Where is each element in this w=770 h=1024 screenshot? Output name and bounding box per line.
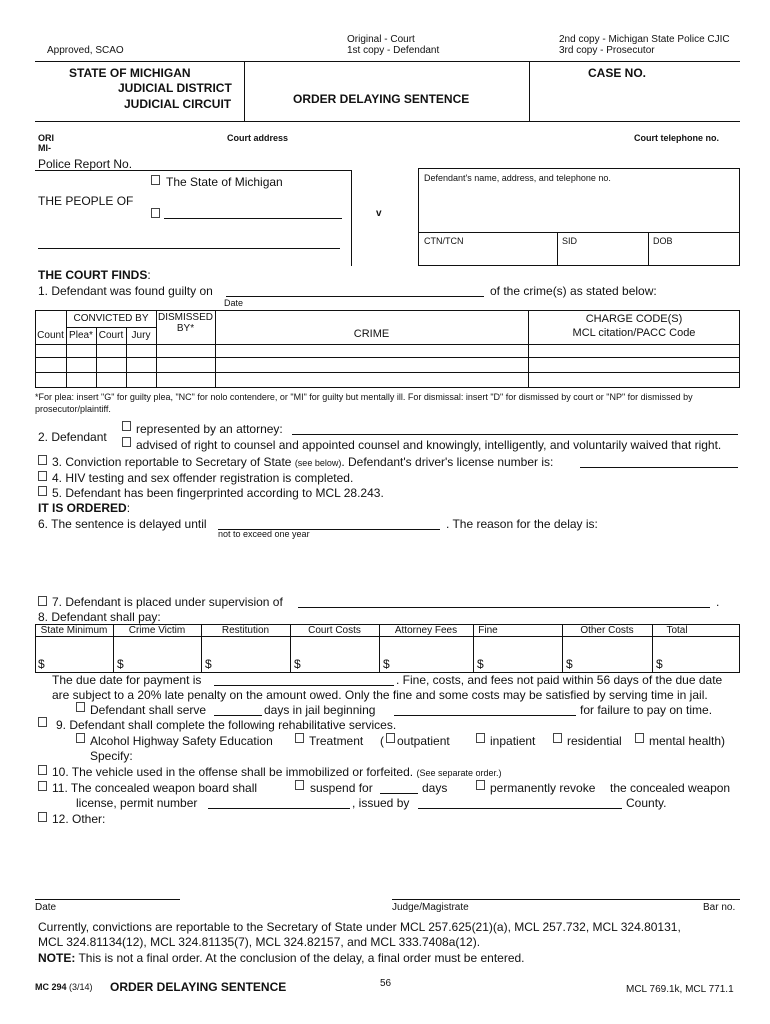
item1-text: 1. Defendant was found guilty on bbox=[38, 284, 213, 298]
item7-checkbox[interactable] bbox=[38, 596, 47, 606]
court-costs-amount[interactable]: $ bbox=[294, 657, 301, 671]
charge-codes-header: CHARGE CODE(S) bbox=[585, 313, 683, 325]
permit-number-field[interactable] bbox=[208, 794, 350, 809]
ordered-heading: IT IS ORDERED: bbox=[38, 501, 131, 515]
footnote: *For plea: insert "G" for guilty plea, "NC" for nolo contendere, or "MI" for guilty but mentally ill. For dismissal: insert "D" for dismissed by court or "NP" for dismissed by prosecutor/plaintiff. bbox=[35, 392, 693, 414]
copy-third: 3rd copy - Prosecutor bbox=[559, 45, 655, 56]
restitution-header: Restitution bbox=[221, 625, 270, 636]
reportable-line2: MCL 324.81134(12), MCL 324.81135(7), MCL 324.82157, and MCL 333.7408a(12). bbox=[38, 935, 481, 949]
plaintiff-extra-field[interactable] bbox=[38, 234, 340, 249]
form-id: MC 294 (3/14) bbox=[35, 982, 93, 992]
judge-signature-line[interactable] bbox=[392, 899, 740, 900]
count-header: Count bbox=[37, 330, 64, 341]
item7-text: 7. Defendant is placed under supervision of bbox=[52, 595, 283, 609]
footer-citation: MCL 769.1k, MCL 771.1 bbox=[626, 984, 734, 995]
plea-header: Plea* bbox=[69, 330, 93, 341]
treatment-option: Treatment bbox=[309, 734, 364, 748]
total-header: Total bbox=[666, 625, 688, 636]
mi-label: MI- bbox=[38, 143, 51, 153]
approved-by: Approved, SCAO bbox=[47, 45, 124, 56]
inpatient-checkbox[interactable] bbox=[476, 733, 485, 743]
due-date-text: The due date for payment is bbox=[52, 673, 202, 687]
crime-victim-header: Crime Victim bbox=[128, 625, 186, 636]
police-report-label: Police Report No. bbox=[38, 157, 133, 171]
state-of-michigan-option: The State of Michigan bbox=[166, 175, 283, 189]
revoke-text: permanently revoke bbox=[490, 781, 596, 795]
item6-text: 6. The sentence is delayed until bbox=[38, 517, 207, 531]
revoke-checkbox[interactable] bbox=[476, 780, 485, 790]
represented-text: represented by an attorney: bbox=[136, 422, 283, 436]
suspend-checkbox[interactable] bbox=[295, 780, 304, 790]
jail-days-field[interactable] bbox=[214, 701, 262, 716]
defendant-name-label: Defendant's name, address, and telephone no. bbox=[424, 173, 611, 183]
other-costs-header: Other Costs bbox=[580, 625, 634, 636]
suspend-days-field[interactable] bbox=[380, 779, 418, 794]
ctn-label: CTN/TCN bbox=[424, 236, 464, 246]
residential-option: residential bbox=[567, 734, 622, 748]
mental-health-option: mental health) bbox=[649, 734, 726, 748]
issued-by-field[interactable] bbox=[418, 794, 622, 809]
fine-amount[interactable]: $ bbox=[477, 657, 484, 671]
concealed-weapon-text: the concealed weapon bbox=[610, 781, 731, 795]
alcohol-checkbox[interactable] bbox=[76, 733, 85, 743]
mcl-header: MCL citation/PACC Code bbox=[572, 327, 696, 339]
case-no-label: CASE NO. bbox=[588, 66, 647, 80]
due-date-field[interactable] bbox=[214, 671, 394, 686]
item9-text: 9. Defendant shall complete the following rehabilitative services. bbox=[56, 718, 397, 732]
specify-label: Specify: bbox=[90, 749, 133, 763]
item6-caption: not to exceed one year bbox=[218, 529, 310, 539]
convicted-by-header: CONVICTED BY bbox=[73, 313, 149, 324]
dismissed-by-header: DISMISSED BY* bbox=[157, 312, 213, 334]
residential-checkbox[interactable] bbox=[553, 733, 562, 743]
advised-checkbox[interactable] bbox=[122, 437, 131, 447]
judge-caption: Judge/Magistrate bbox=[392, 902, 469, 913]
people-of-label: THE PEOPLE OF bbox=[38, 194, 134, 208]
inpatient-option: inpatient bbox=[490, 734, 536, 748]
reportable-line1: Currently, convictions are reportable to the Secretary of State under MCL 257.625(21)(a), MCL 257.732, MCL 324.80131, bbox=[38, 920, 681, 934]
form-title: ORDER DELAYING SENTENCE bbox=[293, 92, 470, 106]
copy-first: 1st copy - Defendant bbox=[347, 45, 440, 56]
item3-checkbox[interactable] bbox=[38, 455, 47, 465]
note-line: NOTE: This is not a final order. At the conclusion of the delay, a final order must be entered. bbox=[38, 951, 525, 965]
state-of-michigan-checkbox[interactable] bbox=[151, 175, 160, 185]
late-penalty-text: are subject to a 20% late penalty on the amount owed. Only the fine and some costs may be satisfied by serving time in jail. bbox=[52, 688, 708, 702]
item7-period: . bbox=[716, 595, 720, 609]
crime-header: CRIME bbox=[353, 328, 390, 340]
copy-original: Original - Court bbox=[347, 34, 415, 45]
item4-checkbox[interactable] bbox=[38, 471, 47, 481]
represented-checkbox[interactable] bbox=[122, 421, 131, 431]
serve-jail-checkbox[interactable] bbox=[76, 702, 85, 712]
attorney-field[interactable] bbox=[292, 420, 738, 435]
page-number: 56 bbox=[380, 978, 392, 989]
jury-header: Jury bbox=[131, 330, 151, 341]
sid-label: SID bbox=[562, 236, 578, 246]
court-phone-label: Court telephone no. bbox=[634, 133, 719, 143]
copy-second: 2nd copy - Michigan State Police CJIC bbox=[559, 34, 730, 45]
item12-checkbox[interactable] bbox=[38, 812, 47, 822]
due-date-suffix: . Fine, costs, and fees not paid within 56 days of the due date bbox=[396, 673, 723, 687]
attorney-fees-header: Attorney Fees bbox=[394, 625, 458, 636]
state-minimum-header: State Minimum bbox=[40, 625, 108, 636]
crime-victim-amount[interactable]: $ bbox=[117, 657, 124, 671]
footer-title: ORDER DELAYING SENTENCE bbox=[110, 980, 287, 994]
item6-suffix: . The reason for the delay is: bbox=[446, 517, 598, 531]
issued-by-text: , issued by bbox=[352, 796, 410, 810]
versus-label: v bbox=[376, 208, 382, 219]
days-text: days bbox=[422, 781, 448, 795]
treatment-checkbox[interactable] bbox=[295, 733, 304, 743]
date-caption: Date bbox=[224, 298, 244, 308]
ori-label: ORI bbox=[38, 133, 55, 143]
jail-begin-field[interactable] bbox=[394, 701, 576, 716]
attorney-fees-amount[interactable]: $ bbox=[383, 657, 390, 671]
item5-text: 5. Defendant has been fingerprinted according to MCL 28.243. bbox=[52, 486, 384, 500]
item11-text: 11. The concealed weapon board shall bbox=[52, 781, 258, 795]
item3-text: 3. Conviction reportable to Secretary of State (see below). Defendant's driver's license number is: bbox=[52, 455, 554, 469]
serve-suffix: for failure to pay on time. bbox=[580, 703, 713, 717]
court-address-label: Court address bbox=[227, 133, 289, 143]
item2-label: 2. Defendant bbox=[38, 430, 107, 444]
restitution-amount[interactable]: $ bbox=[205, 657, 212, 671]
fine-header: Fine bbox=[478, 625, 498, 636]
guilty-date-field[interactable] bbox=[226, 282, 484, 297]
license-number-field[interactable] bbox=[580, 453, 738, 468]
delay-until-field[interactable] bbox=[218, 515, 440, 530]
serve-text: Defendant shall serve bbox=[90, 703, 207, 717]
other-plaintiff-checkbox[interactable] bbox=[151, 208, 160, 218]
item4-text: 4. HIV testing and sex offender registration is completed. bbox=[52, 471, 354, 485]
court-finds-heading: THE COURT FINDS: bbox=[38, 268, 151, 282]
bar-no-caption: Bar no. bbox=[703, 902, 736, 913]
date-signature-line[interactable] bbox=[35, 899, 180, 900]
state-minimum-amount[interactable]: $ bbox=[38, 657, 45, 671]
date-caption-sig: Date bbox=[35, 902, 57, 913]
outpatient-checkbox[interactable] bbox=[386, 733, 395, 743]
item1-suffix: of the crime(s) as stated below: bbox=[490, 284, 657, 298]
item10-text: 10. The vehicle used in the offense shall be immobilized or forfeited. (See separate order.) bbox=[52, 765, 502, 779]
other-costs-amount[interactable]: $ bbox=[566, 657, 573, 671]
item5-checkbox[interactable] bbox=[38, 486, 47, 496]
county-text: County. bbox=[626, 796, 667, 810]
total-amount[interactable]: $ bbox=[656, 657, 663, 671]
court-costs-header: Court Costs bbox=[308, 625, 361, 636]
item11-checkbox[interactable] bbox=[38, 781, 47, 791]
court-header: Court bbox=[98, 330, 124, 341]
item12-text: 12. Other: bbox=[52, 812, 106, 826]
outpatient-option: outpatient bbox=[397, 734, 450, 748]
alcohol-option: Alcohol Highway Safety Education bbox=[90, 734, 273, 748]
serve-mid-text: days in jail beginning bbox=[264, 703, 376, 717]
suspend-text: suspend for bbox=[310, 781, 373, 795]
item9-checkbox[interactable] bbox=[38, 717, 47, 727]
dob-label: DOB bbox=[653, 236, 673, 246]
license-text: license, permit number bbox=[76, 796, 198, 810]
advised-text: advised of right to counsel and appointed counsel and knowingly, intelligently, and voluntarily waived that right. bbox=[136, 438, 722, 452]
judicial-circuit: JUDICIAL CIRCUIT bbox=[124, 97, 232, 111]
judicial-district: JUDICIAL DISTRICT bbox=[118, 81, 232, 95]
paren-open: ( bbox=[380, 734, 384, 748]
state-of-michigan: STATE OF MICHIGAN bbox=[69, 66, 191, 80]
item8-text: 8. Defendant shall pay: bbox=[38, 610, 161, 624]
mental-health-checkbox[interactable] bbox=[635, 733, 644, 743]
item10-checkbox[interactable] bbox=[38, 765, 47, 775]
other-plaintiff-field[interactable] bbox=[164, 204, 342, 219]
supervision-field[interactable] bbox=[298, 593, 710, 608]
